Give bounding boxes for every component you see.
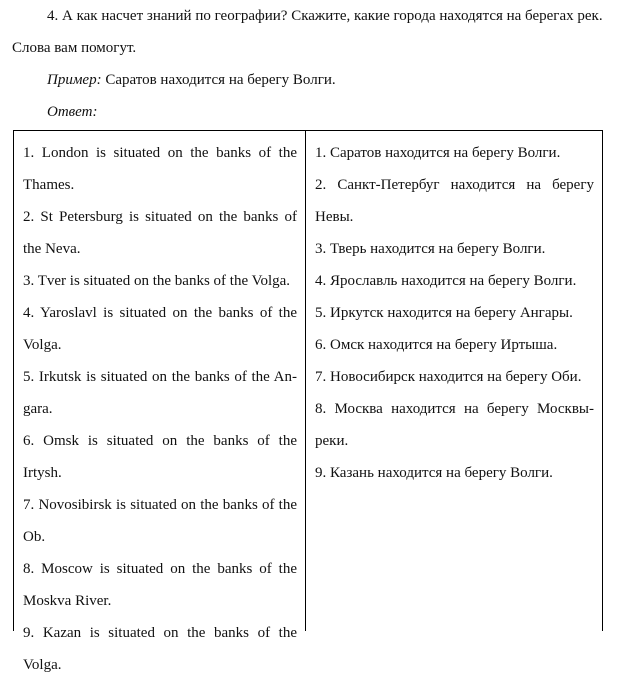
- table-item: 6. Омск находится на берегу Иртыша.: [315, 337, 558, 353]
- answer-label-text: Ответ:: [47, 104, 98, 120]
- table-item: 8. Москва находится на берегу Москвы-реки.: [315, 401, 594, 449]
- table-item: 1. Саратов находится на берегу Волги.: [315, 145, 561, 161]
- answer-table: [13, 130, 603, 673]
- table-item: 5. Иркутск находится на берегу Ангары.: [315, 305, 573, 321]
- english-column: [14, 131, 306, 673]
- table-item: 1. London is situated on the banks of the Thames.: [23, 145, 297, 193]
- table-item: 4. Ярославль находится на берегу Волги.: [315, 273, 577, 289]
- table-item: 5. Irkutsk is situated on the banks of the An-gara.: [23, 369, 297, 417]
- task-text: А как насчет знаний по географии? Скажите, какие города находятся на берегах рек.: [62, 8, 603, 24]
- answer-label: [47, 104, 97, 121]
- example-label: Пример:: [47, 72, 102, 88]
- table-item: 4. Yaroslavl is situated on the banks of the Volga.: [23, 305, 297, 353]
- russian-column: [306, 131, 602, 631]
- example: [47, 72, 336, 89]
- table-item: 8. Moscow is situated on the banks of the Moskva River.: [23, 561, 297, 609]
- table-item: 7. Novosibirsk is situated on the banks of the Ob.: [23, 497, 297, 545]
- table-item: 3. Tver is situated on the banks of the Volga.: [23, 273, 291, 289]
- table-item: 2. St Petersburg is situated on the banks of the Neva.: [23, 209, 297, 257]
- table-item: 9. Казань находится на берегу Волги.: [315, 465, 553, 481]
- task-number: 4.: [47, 8, 59, 24]
- table-item: 2. Санкт-Петербуг находится на берегу Невы.: [315, 177, 594, 225]
- table-item: 6. Omsk is situated on the banks of the Irtysh.: [23, 433, 297, 481]
- task-text-continued: Слова вам помогут.: [12, 40, 137, 56]
- table-item: 9. Kazan is situated on the banks of the Volga.: [23, 625, 297, 673]
- table-item: 3. Тверь находится на берегу Волги.: [315, 241, 546, 257]
- example-text: Саратов находится на берегу Волги.: [105, 72, 336, 88]
- task-heading: [47, 8, 603, 25]
- table-item: 7. Новосибирск находится на берегу Оби.: [315, 369, 582, 385]
